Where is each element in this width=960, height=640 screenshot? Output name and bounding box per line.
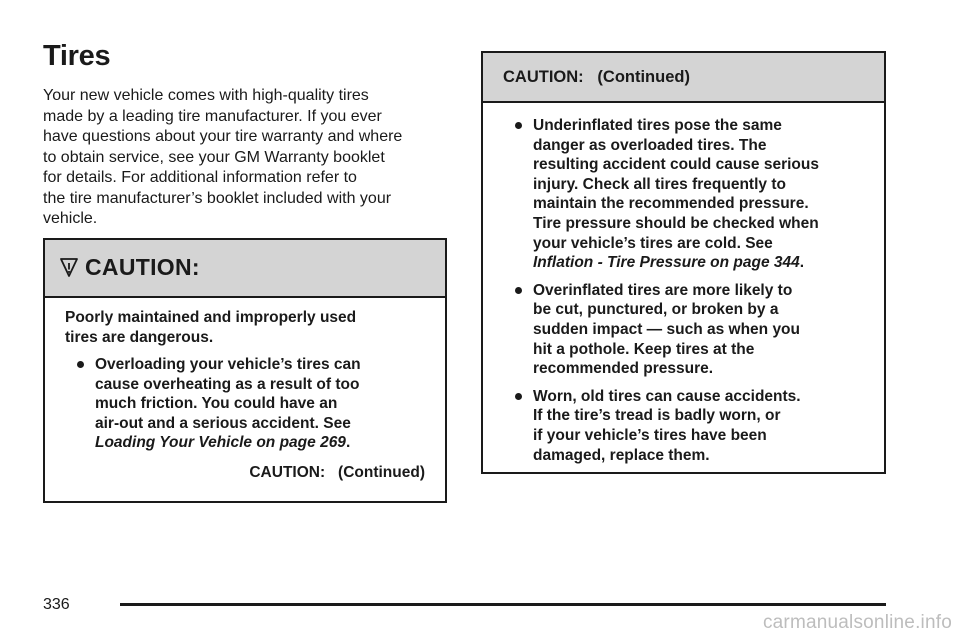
bullet-line: damaged, replace them. <box>533 446 710 464</box>
bullet-line: Tire pressure should be checked when <box>533 214 819 232</box>
intro-line: have questions about your tire warranty and where <box>43 128 403 145</box>
bullet-line: hit a pothole. Keep tires at the <box>533 340 755 358</box>
bullet-line: danger as overloaded tires. The <box>533 136 767 154</box>
caution-continued-box <box>481 51 886 474</box>
bullet-line: much friction. You could have an <box>95 395 338 413</box>
bullet-line: If the tire’s tread is badly worn, or <box>533 407 781 425</box>
bullet-line: Worn, old tires can cause accidents. <box>533 387 801 405</box>
intro-line: for details. For additional information refer to <box>43 169 357 186</box>
ref-suffix: . <box>345 434 351 452</box>
bullet-dot-icon <box>515 287 522 294</box>
intro-line: Your new vehicle comes with high-quality tires <box>43 87 369 104</box>
bullet-line: recommended pressure. <box>533 360 714 378</box>
continued-bullet-list <box>513 116 819 473</box>
list-item <box>513 116 819 273</box>
bullet-line: sudden impact — such as when you <box>533 320 800 338</box>
page-number: 336 <box>43 596 70 613</box>
bullet-line: Overloading your vehicle’s tires can <box>95 356 361 373</box>
page-title: Tires <box>43 40 111 72</box>
cross-reference-line <box>95 433 361 453</box>
bullet-line: Overinflated tires are more likely to <box>533 281 793 299</box>
caution-intro-line: tires are dangerous. <box>65 328 214 346</box>
bullet-line: be cut, punctured, or broken by a <box>533 301 779 319</box>
bullet-dot-icon <box>77 361 84 368</box>
caution-title: CAUTION: <box>85 254 200 280</box>
intro-line: the tire manufacturer’s booklet included with your <box>43 189 392 207</box>
footer-divider <box>120 603 886 606</box>
cross-reference-line <box>533 253 819 273</box>
intro-line: to obtain service, see your GM Warranty booklet <box>43 148 385 166</box>
caution-continued-header <box>483 53 884 103</box>
caution-continued-title: CAUTION: (Continued) <box>503 68 690 86</box>
bullet-line: air-out and a serious accident. See <box>95 414 351 432</box>
bullet-dot-icon <box>515 122 522 129</box>
list-item <box>75 355 361 453</box>
list-item <box>513 387 819 465</box>
bullet-dot-icon <box>515 393 522 400</box>
caution-header <box>45 240 445 298</box>
bullet-line: if your vehicle’s tires have been <box>533 426 767 444</box>
list-item <box>513 281 819 379</box>
cross-reference-link[interactable]: Loading Your Vehicle on page 269 <box>95 434 346 452</box>
intro-paragraph <box>43 86 453 230</box>
caution-bullet-list <box>75 355 361 461</box>
bullet-line: maintain the recommended pressure. <box>533 195 809 213</box>
bullet-line: injury. Check all tires frequently to <box>533 175 786 193</box>
bullet-line: cause overheating as a result of too <box>95 375 360 393</box>
watermark: carmanualsonline.info <box>762 612 952 633</box>
intro-line: vehicle. <box>43 210 98 227</box>
bullet-line: your vehicle’s tires are cold. See <box>533 234 773 252</box>
cross-reference-link[interactable]: Inflation - Tire Pressure on page 344 <box>533 254 800 272</box>
bullet-line: Underinflated tires pose the same <box>533 117 782 134</box>
continued-label: CAUTION: (Continued) <box>249 464 425 481</box>
caution-intro-line: Poorly maintained and improperly used <box>65 309 357 326</box>
bullet-line: resulting accident could cause serious <box>533 156 819 174</box>
intro-line: made by a leading tire manufacturer. If you ever <box>43 107 382 125</box>
warning-triangle-icon <box>59 256 79 278</box>
caution-box <box>43 238 447 503</box>
ref-suffix: . <box>799 254 805 272</box>
caution-intro <box>65 308 356 347</box>
